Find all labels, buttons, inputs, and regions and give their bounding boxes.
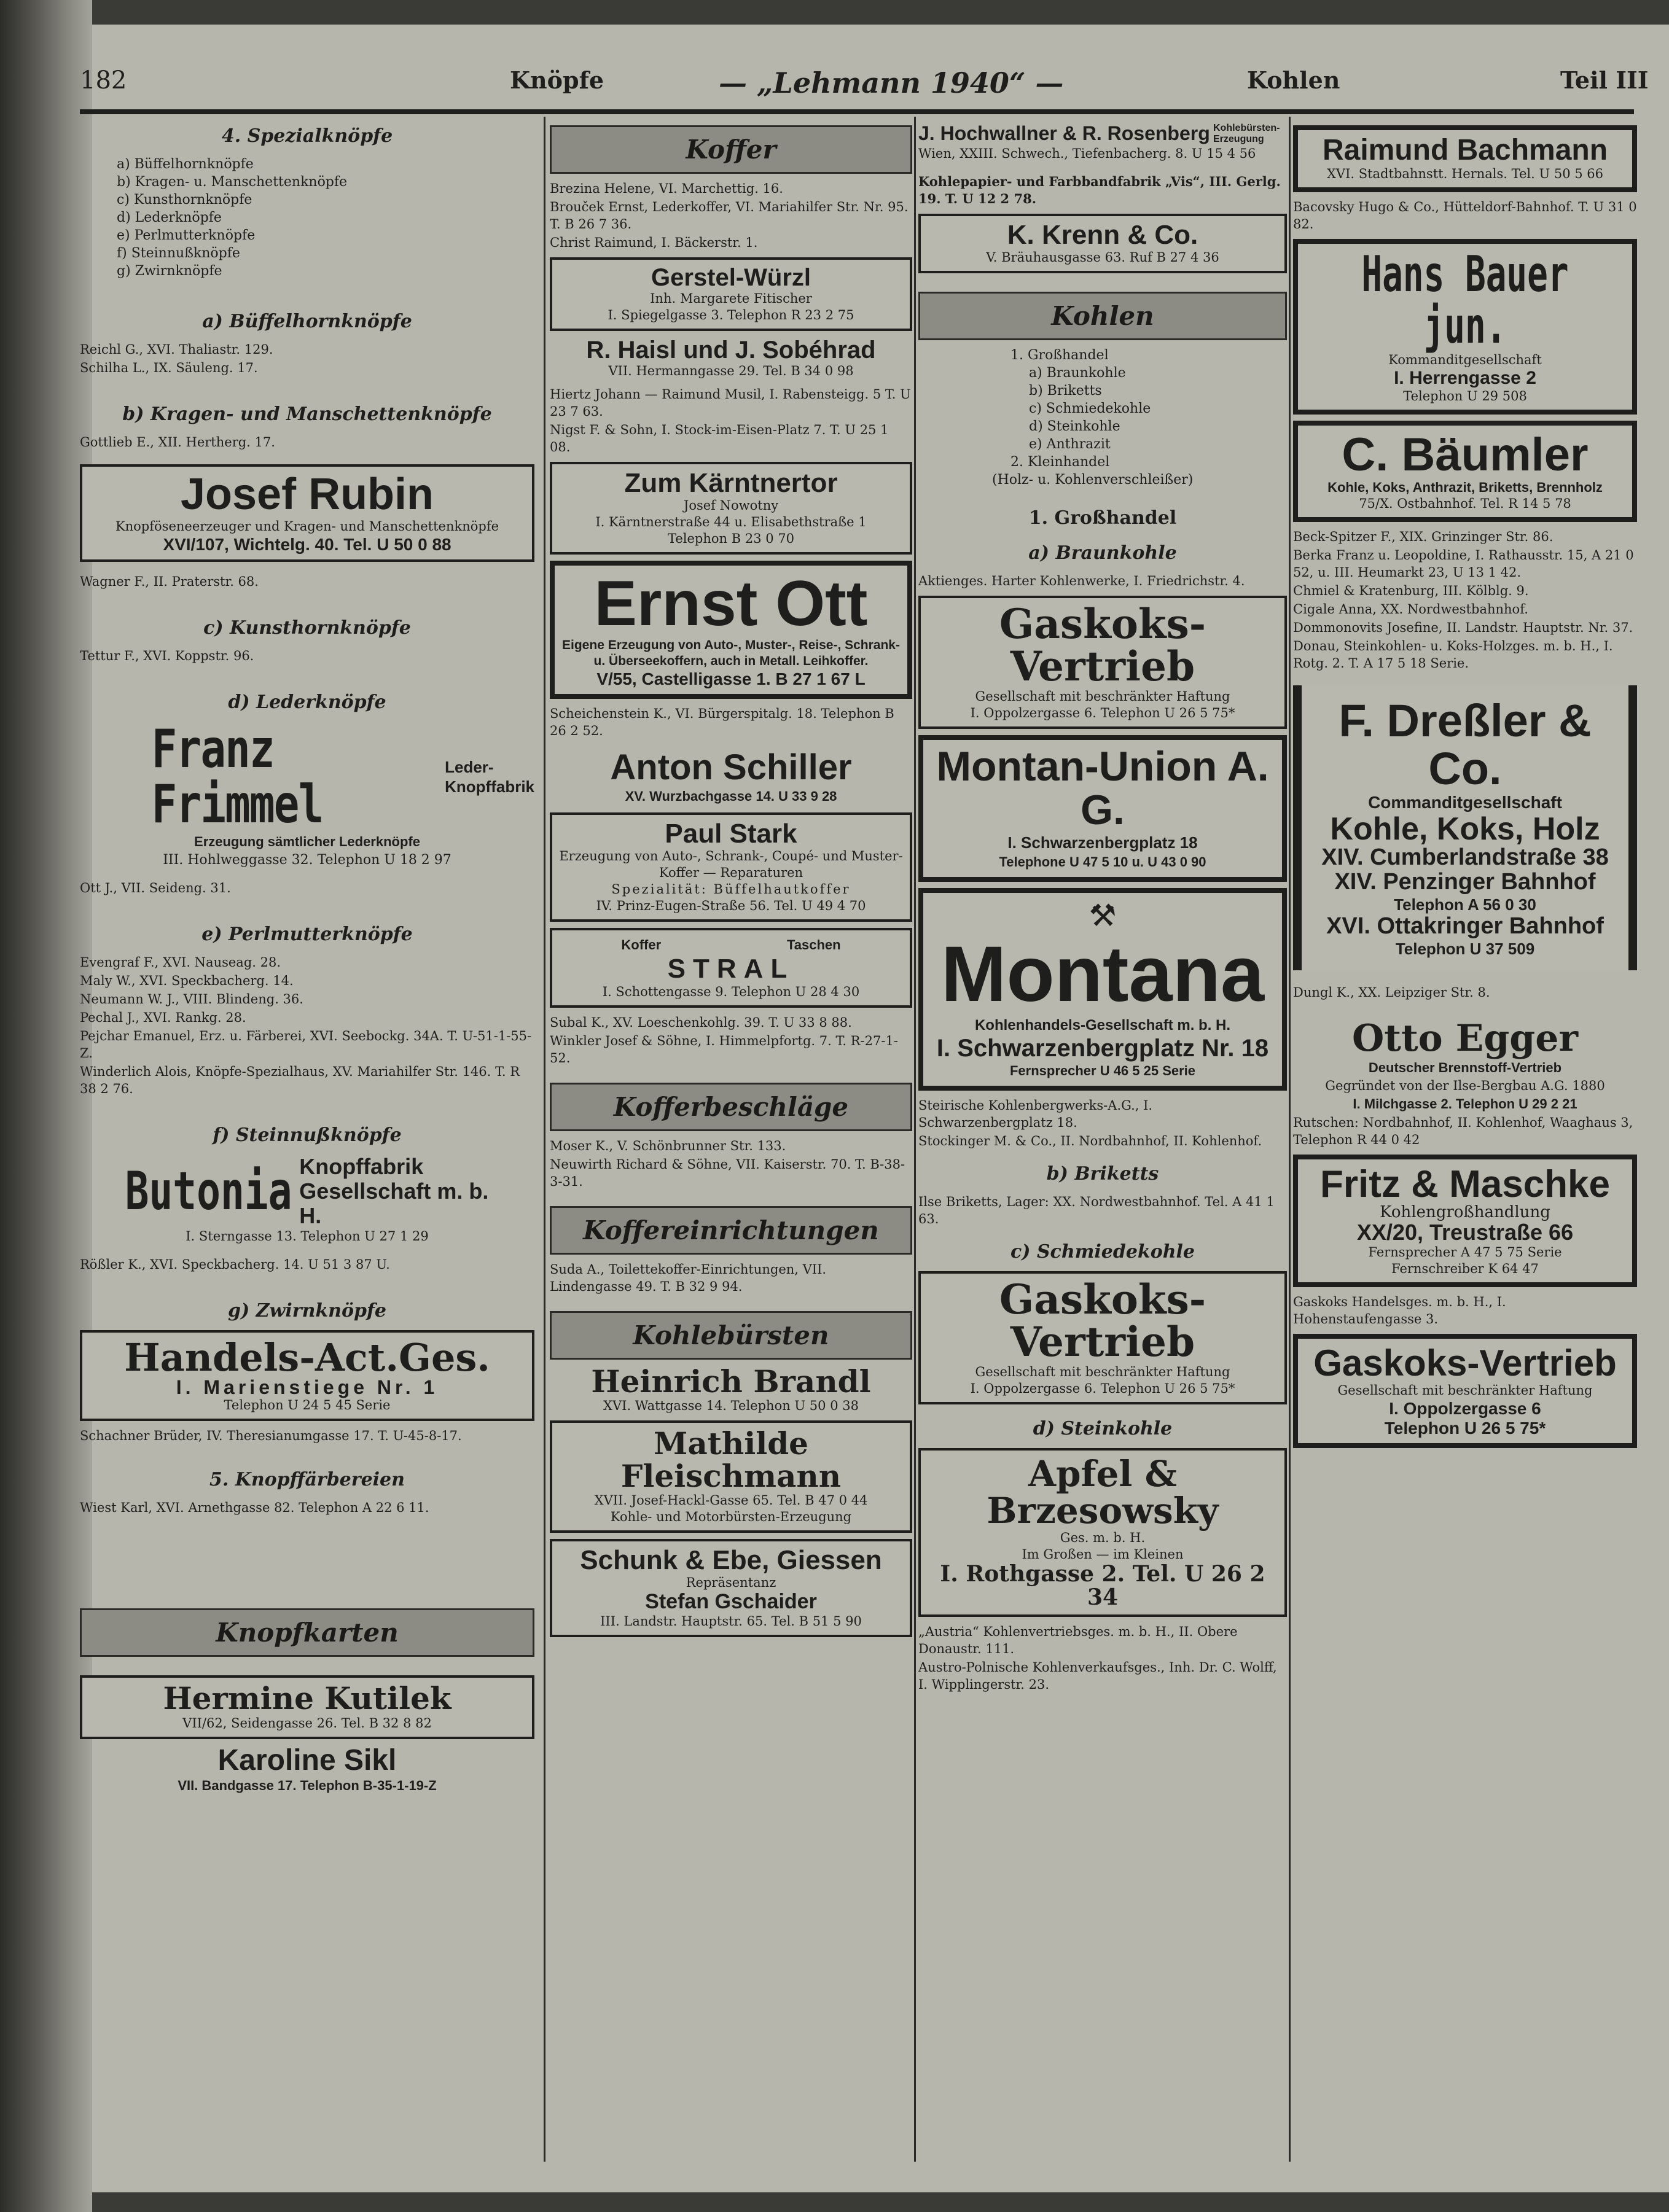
ad-address: I. Oppolzergasse 6 — [1389, 1398, 1541, 1418]
list-item: 2. Kleinhandel — [1010, 454, 1110, 470]
ad-title: C. Bäumler — [1342, 429, 1589, 481]
ad-address: XX/20, Treustraße 66 — [1356, 1219, 1574, 1245]
ad-title: F. Dreßler & Co. — [1339, 695, 1592, 794]
list-item: e) Perlmutterknöpfe — [117, 228, 256, 243]
ad-address: 75/X. Ostbahnhof. Tel. R 14 5 78 — [1359, 496, 1571, 512]
ad-address: XVI. Wattgasse 14. Telephon U 50 0 38 — [603, 1398, 859, 1414]
ad-gmbh: Ges. m. b. H. — [1060, 1530, 1146, 1546]
ad-title: Hans Bauer jun. — [1361, 246, 1569, 355]
ad-title: Montan-Union A. G. — [936, 742, 1269, 834]
listing: Aktienges. Harter Kohlenwerke, I. Friedrichstr. 4. — [918, 574, 1245, 589]
listing: Subal K., XV. Loeschenkohlg. 39. T. U 33 8 88. — [550, 1014, 852, 1030]
ad-title: J. Hochwallner & R. Rosenberg — [918, 123, 1210, 145]
list-item: b) Briketts — [1029, 383, 1102, 399]
ad-address: IV. Prinz-Eugen-Straße 56. Tel. U 49 4 70 — [596, 898, 866, 914]
ad-title: Raimund Bachmann — [1322, 134, 1608, 166]
listing: Suda A., Toilettekoffer-Einrichtungen, VII. Lindengasse 49. T. B 32 9 94. — [550, 1261, 827, 1294]
ad-desc: Kommanditgesellschaft — [1388, 352, 1542, 368]
ad-apfel-brzesowsky — [918, 1448, 1287, 1617]
ad-desc: Erzeugung sämtlicher Lederknöpfe — [194, 834, 420, 850]
ad-title: Mathilde Fleischmann — [620, 1425, 842, 1494]
ad-specialty: Spezialität: Büffelhautkoffer — [611, 882, 851, 897]
ad-heinrich-brandl: Heinrich Brandl — [591, 1363, 871, 1400]
section-heading: b) Kragen- und Manschettenknöpfe — [122, 403, 492, 425]
ad-title: Gaskoks-Vertrieb — [1313, 1342, 1617, 1384]
ad-f-dressler — [1293, 685, 1637, 970]
section-heading: c) Kunsthornknöpfe — [203, 617, 411, 639]
list-item: b) Kragen- u. Manschettenknöpfe — [117, 174, 348, 190]
page-number: 182 — [80, 66, 127, 95]
ad-title: Butonia — [125, 1161, 292, 1223]
listing: Wagner F., II. Praterstr. 68. — [80, 574, 259, 589]
ad-montana — [918, 888, 1287, 1091]
ad-hermine-kutilek — [80, 1675, 534, 1739]
ad-agent: Stefan Gschaider — [645, 1590, 817, 1614]
ad-address: I. Rothgasse 2. Tel. U 26 2 34 — [940, 1561, 1265, 1611]
section-heading: f) Steinnußknöpfe — [213, 1124, 402, 1147]
listing: Wiest Karl, XVI. Arnethgasse 82. Telephon A 22 6 11. — [80, 1500, 429, 1516]
section-heading: g) Zwirnknöpfe — [228, 1300, 386, 1322]
section-heading: c) Schmiedekohle — [1010, 1240, 1195, 1263]
list-item: (Holz- u. Kohlenverschleißer) — [992, 472, 1194, 488]
ad-karoline-sikl: Karoline Sikl — [217, 1743, 397, 1777]
ad-owner: Inh. Margarete Fitischer — [650, 291, 812, 306]
column-3 — [918, 123, 1287, 2162]
ad-desc: Gesellschaft mit beschränkter Haftung — [975, 688, 1230, 704]
column-4 — [1293, 123, 1637, 2162]
banner-knopfkarten — [80, 1608, 534, 1657]
ad-address: I. Schottengasse 9. Telephon U 28 4 30 — [602, 984, 860, 999]
banner-koffer — [550, 125, 912, 174]
ad-title: Hermine Kutilek — [163, 1680, 451, 1717]
listing: Steirische Kohlenbergwerks-A.G., I. Schwarzenbergplatz 18. — [918, 1097, 1153, 1130]
banner-kohlebuersten — [550, 1311, 912, 1360]
ad-hochwallner — [918, 123, 1287, 145]
ad-label: Taschen — [786, 937, 841, 953]
ad-fritz-maschke — [1293, 1155, 1637, 1287]
list-item: c) Schmiedekohle — [1029, 401, 1151, 417]
ad-address: Wien, XXIII. Schwech., Tiefenbacherg. 8. U 15 4 56 — [918, 146, 1256, 161]
ad-desc: Kohlengroßhandlung — [1380, 1202, 1550, 1221]
ad-address: I. Sterngasse 13. Telephon U 27 1 29 — [186, 1229, 429, 1244]
ad-stral — [550, 928, 912, 1007]
list-item: e) Anthrazit — [1029, 437, 1111, 453]
listing: Kohlepapier- und Farbbandfabrik „Vis“, III. Gerlg. 19. T. U 12 2 78. — [918, 174, 1281, 206]
ad-address: V/55, Castelligasse 1. B 27 1 67 L — [596, 669, 866, 689]
listing: Moser K., V. Schönbrunner Str. 133. — [550, 1138, 786, 1153]
ad-raimund-bachmann — [1293, 125, 1637, 192]
ad-side-text: Kohlebürsten-Erzeugung — [1213, 123, 1280, 144]
listing: Berka Franz u. Leopoldine, I. Rathausstr. 15, A 21 0 52, u. III. Heumarkt 23, U 13 1 42. — [1293, 548, 1634, 580]
list-item: f) Steinnußknöpfe — [117, 246, 240, 261]
ad-otto-egger: Otto Egger — [1351, 1016, 1579, 1060]
list-item: d) Steinkohle — [1029, 419, 1120, 435]
list-item: d) Lederknöpfe — [117, 210, 222, 225]
ad-address: XV. Wurzbachgasse 14. U 33 9 28 — [625, 789, 837, 804]
ad-title: STRAL — [667, 954, 795, 984]
ad-phone: Telephon B 23 0 70 — [667, 531, 795, 547]
ad-title: Josef Rubin — [180, 470, 434, 519]
section-heading: a) Büffelhornknöpfe — [202, 311, 412, 332]
header-rule — [80, 109, 1634, 114]
listing: Christ Raimund, I. Bäckerstr. 1. — [550, 235, 758, 250]
listing: Ilse Briketts, Lager: XX. Nordwestbahnhof. Tel. A 41 1 63. — [918, 1194, 1275, 1226]
ad-title: Paul Stark — [665, 819, 797, 849]
ad-desc: Im Großen — im Kleinen — [1022, 1547, 1184, 1562]
section-heading: d) Steinkohle — [1033, 1417, 1173, 1439]
page-title: — „Lehmann 1940“ — — [719, 66, 1064, 99]
ad-title: Montana — [940, 930, 1265, 1018]
ad-side-text: Leder-Knopffabrik — [445, 757, 534, 796]
ad-title: Schunk & Ebe, Giessen — [580, 1545, 882, 1576]
left-topic: Knöpfe — [510, 66, 604, 94]
ad-label: Repräsentanz — [686, 1575, 776, 1591]
section-heading: d) Lederknöpfe — [228, 691, 386, 713]
ad-title: Gaskoks-Vertrieb — [999, 600, 1206, 691]
hammer-pick-icon: ⚒ — [1089, 897, 1117, 933]
ad-title: Franz Frimmel — [151, 718, 323, 835]
listing: Winkler Josef & Söhne, I. Himmelpfortg. 7. T. R-27-1-52. — [550, 1033, 898, 1065]
ad-desc: Eigene Erzeugung von Auto-, Muster-, Reise-, Schrank- u. Überseekoffern, auch in Metall. Leihkoffer. — [562, 638, 900, 669]
ad-phone: Telephon U 29 508 — [1403, 389, 1527, 404]
ad-phone: Telephon U 26 5 75* — [1384, 1418, 1546, 1438]
ad-haisl: R. Haisl und J. Sobéhrad — [586, 337, 876, 364]
ad-address: I. Schwarzenbergplatz Nr. 18 — [936, 1034, 1269, 1062]
ad-address: I. Kärntnerstraße 44 u. Elisabethstraße 1 — [595, 515, 867, 530]
listing: Tettur F., XVI. Koppstr. 96. — [80, 648, 254, 663]
ad-desc: Commanditgesellschaft — [1368, 792, 1562, 812]
ad-mathilde-fleischmann — [550, 1420, 912, 1533]
ad-title: K. Krenn & Co. — [1007, 220, 1198, 250]
ad-address: I. Oppolzergasse 6. Telephon U 26 5 75* — [970, 1381, 1235, 1396]
ad-title: Zum Kärntnertor — [624, 468, 838, 498]
ad-address: VII. Bandgasse 17. Telephon B-35-1-19-Z — [178, 1778, 437, 1794]
listing: Scheichenstein K., VI. Bürgerspitalg. 18. Telephon B 26 2 52. — [550, 706, 894, 739]
banner-kohlen — [918, 292, 1287, 340]
column-2 — [550, 123, 912, 2162]
listing: Evengraf F., XVI. Nauseag. 28. — [80, 955, 281, 970]
ad-hans-bauer — [1293, 239, 1637, 415]
listing: Donau, Steinkohlen- u. Koks-Holzges. m. b. H., I. Rotg. 2. T. A 17 5 18 Serie. — [1293, 639, 1613, 671]
ad-schunk-ebe — [550, 1539, 912, 1637]
ad-desc: Deutscher Brennstoff-Vertrieb — [1368, 1059, 1562, 1075]
banner-label: Kohlen — [1051, 301, 1154, 332]
column-divider — [1289, 117, 1291, 2162]
ad-address: I. Marienstiege Nr. 1 — [176, 1376, 439, 1399]
ad-phone: Fernsprecher U 46 5 25 Serie — [1009, 1062, 1196, 1078]
ad-zum-kaerntnertor — [550, 462, 912, 555]
ad-side-text: Knopffabrik Gesellschaft m. b. H. — [299, 1154, 489, 1229]
listing: Dungl K., XX. Leipziger Str. 8. — [1293, 984, 1490, 1000]
banner-kofferbeschlaege — [550, 1083, 912, 1131]
ad-anton-schiller: Anton Schiller — [610, 747, 852, 788]
listing: Bacovsky Hugo & Co., Hütteldorf-Bahnhof. T. U 31 0 82. — [1293, 200, 1637, 232]
section-heading: b) Briketts — [1046, 1162, 1159, 1185]
list-item: a) Braunkohle — [1029, 365, 1126, 381]
ad-desc: Kohlenhandels-Gesellschaft m. b. H. — [974, 1016, 1231, 1034]
listing: Brouček Ernst, Lederkoffer, VI. Mariahilfer Str. Nr. 95. T. B 26 7 36. — [550, 200, 909, 232]
list-item: 1. Großhandel — [1010, 348, 1109, 364]
ad-desc: Kohle- und Motorbürsten-Erzeugung — [610, 1509, 852, 1525]
section-heading: 4. Spezialknöpfe — [221, 125, 393, 147]
banner-koffereinrichtungen — [550, 1206, 912, 1255]
ad-handels-act-ges — [80, 1330, 534, 1421]
ad-address: XIV. Cumberlandstraße 38 — [1321, 844, 1609, 871]
ad-address: XVII. Josef-Hackl-Gasse 65. Tel. B 47 0 44 — [594, 1493, 868, 1508]
ad-address: I. Herrengasse 2 — [1394, 368, 1536, 389]
list-item: a) Büffelhornknöpfe — [117, 157, 254, 172]
listing: Rößler K., XVI. Speckbacherg. 14. U 51 3 87 U. — [80, 1257, 390, 1272]
column-divider — [544, 117, 545, 2162]
listing: Hiertz Johann — Raimund Musil, I. Rabensteigg. 5 T. U 23 7 63. — [550, 387, 911, 419]
listing: Schachner Brüder, IV. Theresianumgasse 17. T. U-45-8-17. — [80, 1428, 462, 1444]
ad-address: III. Landstr. Hauptstr. 65. Tel. B 51 5 90 — [600, 1614, 862, 1629]
banner-label: Kofferbeschläge — [613, 1091, 849, 1122]
section-heading: 5. Knopffärbereien — [209, 1469, 405, 1491]
listing: Nigst F. & Sohn, I. Stock-im-Eisen-Platz 7. T. U 25 1 08. — [550, 423, 889, 454]
ad-gaskoks-vertrieb — [1293, 1334, 1637, 1448]
ad-address: XIV. Penzinger Bahnhof — [1334, 869, 1596, 895]
right-topic: Kohlen — [1247, 66, 1340, 94]
ad-c-baeumler — [1293, 421, 1637, 522]
listing: Maly W., XVI. Speckbacherg. 14. — [80, 973, 294, 989]
ad-krenn — [918, 214, 1287, 273]
ad-title: Ernst Ott — [594, 568, 868, 640]
ad-butonia — [80, 1155, 534, 1228]
listing: Rutschen: Nordbahnhof, II. Kohlenhof, Waaghaus 3, Telephon R 44 0 42 — [1293, 1115, 1633, 1147]
ad-paul-stark — [550, 812, 912, 922]
list-item: g) Zwirnknöpfe — [117, 263, 222, 279]
listing: Gaskoks Handelsges. m. b. H., I. Hohenstaufengasse 3. — [1293, 1294, 1506, 1326]
ad-josef-rubin — [80, 464, 534, 562]
ad-telex: Fernschreiber K 64 47 — [1391, 1261, 1539, 1276]
listing: Winderlich Alois, Knöpfe-Spezialhaus, XV. Mariahilfer Str. 146. T. R 38 2 76. — [80, 1064, 520, 1097]
ad-title: Gerstel-Würzl — [651, 264, 811, 291]
listing: Stockinger M. & Co., II. Nordbahnhof, II. Kohlenhof. — [918, 1133, 1262, 1148]
ad-address: XVI/107, Wichtelg. 40. Tel. U 50 0 88 — [163, 534, 451, 554]
listing: Neumann W. J., VIII. Blindeng. 36. — [80, 992, 303, 1007]
ad-gerstel-wuerzl — [550, 257, 912, 331]
ad-desc: Knopföseneerzeuger und Kragen- und Manschettenknöpfe — [115, 518, 499, 534]
listing: Ott J., VII. Seideng. 31. — [80, 881, 231, 896]
ad-title: Gaskoks-Vertrieb — [999, 1275, 1206, 1366]
ad-address: VII. Hermanngasse 29. Tel. B 34 0 98 — [608, 364, 854, 378]
listing: Reichl G., XVI. Thaliastr. 129. — [80, 342, 273, 357]
column-1 — [80, 123, 534, 2162]
ad-founded: Gegründet von der Ilse-Bergbau A.G. 1880 — [1325, 1078, 1605, 1093]
spezial-list — [80, 155, 534, 280]
listing: Chmiel & Kratenburg, III. Kölblg. 9. — [1293, 583, 1529, 599]
list-item: c) Kunsthornknöpfe — [117, 192, 252, 208]
ad-phone: Telephon A 56 0 30 — [1394, 895, 1536, 914]
ad-phone: Fernsprecher A 47 5 75 Serie — [1368, 1244, 1562, 1260]
ad-address: III. Hohlweggasse 32. Telephon U 18 2 97 — [163, 852, 451, 868]
section-heading: 1. Großhandel — [1028, 507, 1177, 529]
ad-address: VII/62, Seidengasse 26. Tel. B 32 8 82 — [182, 1715, 432, 1731]
ad-desc: Kohle, Koks, Anthrazit, Briketts, Brennholz — [1327, 480, 1603, 496]
ad-phone: Telephon U 37 509 — [1395, 939, 1535, 958]
listing: Neuwirth Richard & Söhne, VII. Kaiserstr. 70. T. B-38-3-31. — [550, 1156, 905, 1189]
kohlen-list — [918, 346, 1287, 489]
ad-desc: Gesellschaft mit beschränkter Haftung — [975, 1364, 1230, 1379]
listing: „Austria“ Kohlenvertriebsges. m. b. H., II. Obere Donaustr. 111. — [918, 1624, 1238, 1656]
ad-title: Fritz & Maschke — [1319, 1162, 1611, 1205]
ad-goods: Kohle, Koks, Holz — [1330, 811, 1600, 847]
listing: Schilha L., IX. Säuleng. 17. — [80, 360, 258, 375]
section-heading: a) Braunkohle — [1028, 542, 1177, 564]
listing: Beck-Spitzer F., XIX. Grinzinger Str. 86. — [1293, 529, 1554, 545]
ad-address: XVI. Stadtbahnstt. Hernals. Tel. U 50 5 66 — [1326, 166, 1604, 182]
ad-title: Handels-Act.Ges. — [124, 1335, 490, 1381]
book-spine-edge — [0, 0, 92, 2212]
ad-label: Koffer — [621, 937, 662, 953]
ad-desc: Gesellschaft mit beschränkter Haftung — [1337, 1382, 1593, 1398]
ad-phone: Telephone U 47 5 10 u. U 43 0 90 — [999, 854, 1206, 870]
ad-franz-frimmel — [80, 718, 534, 835]
ad-desc: Erzeugung von Auto-, Schrank-, Coupé- und Muster-Koffer — Reparaturen — [559, 849, 903, 881]
page-header — [80, 61, 1649, 99]
banner-label: Koffereinrichtungen — [583, 1215, 879, 1245]
ad-address: I. Spiegelgasse 3. Telephon R 23 2 75 — [608, 308, 854, 322]
ad-address: I. Schwarzenbergplatz 18 — [1007, 833, 1198, 852]
listing: Dommonovits Josefine, II. Landstr. Hauptstr. Nr. 37. — [1293, 620, 1633, 636]
ad-address: V. Bräuhausgasse 63. Ruf B 27 4 36 — [986, 250, 1219, 265]
banner-label: Koffer — [686, 134, 776, 165]
listing: Pejchar Emanuel, Erz. u. Färberei, XVI. Seebockg. 34A. T. U-51-1-55-Z. — [80, 1029, 532, 1061]
banner-label: Kohlebürsten — [633, 1320, 829, 1350]
ad-ernst-ott — [550, 561, 912, 699]
ad-title: Apfel & Brzesowsky — [987, 1452, 1219, 1532]
ad-owner: Josef Nowotny — [683, 498, 779, 513]
part-label: Teil III — [1560, 66, 1649, 94]
ad-address: I. Milchgasse 2. Telephon U 29 2 21 — [1353, 1096, 1577, 1112]
ad-phone: Telephon U 24 5 45 Serie — [224, 1398, 391, 1413]
ad-address: XVI. Ottakringer Bahnhof — [1326, 913, 1604, 939]
listing: Brezina Helene, VI. Marchettig. 16. — [550, 181, 783, 196]
section-heading: e) Perlmutterknöpfe — [201, 924, 413, 946]
ad-address: I. Oppolzergasse 6. Telephon U 26 5 75* — [970, 705, 1235, 720]
ad-montan-union — [918, 735, 1287, 882]
ad-gaskoks-vertrieb — [918, 1271, 1287, 1404]
ad-gaskoks-vertrieb — [918, 596, 1287, 729]
listing: Austro-Polnische Kohlenverkaufsges., Inh. Dr. C. Wolff, I. Wipplingerstr. 23. — [918, 1659, 1277, 1692]
listing: Pechal J., XVI. Rankg. 28. — [80, 1010, 246, 1026]
listing: Cigale Anna, XX. Nordwestbahnhof. — [1293, 602, 1528, 617]
column-divider — [914, 117, 916, 2162]
banner-label: Knopfkarten — [216, 1618, 399, 1648]
listing: Gottlieb E., XII. Hertherg. 17. — [80, 435, 275, 450]
